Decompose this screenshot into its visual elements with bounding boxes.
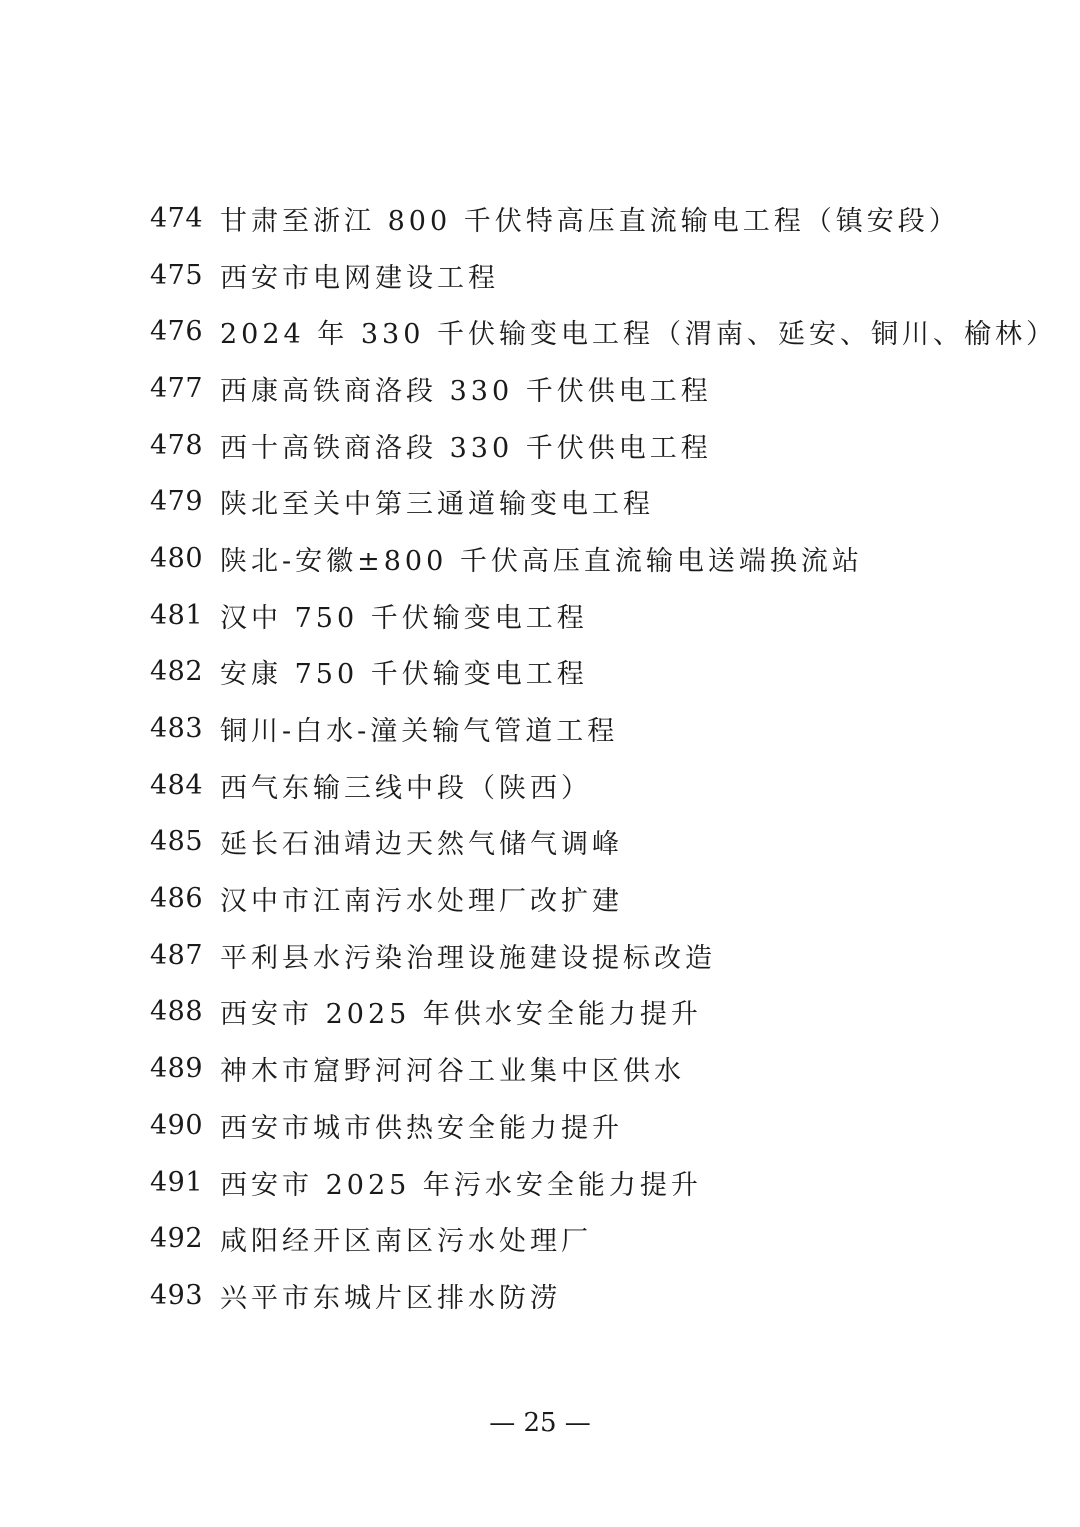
item-text: 西康高铁商洛段 330 千伏供电工程	[220, 375, 712, 407]
item-number: 481	[150, 599, 204, 631]
list-item	[150, 870, 1030, 927]
page-number: — 25 —	[489, 1408, 591, 1438]
list-item	[150, 417, 1030, 474]
list-item	[150, 473, 1030, 530]
list-item	[150, 360, 1030, 417]
item-text: 铜川-白水-潼关输气管道工程	[220, 716, 619, 748]
item-number: 485	[150, 826, 204, 858]
item-text: 西安市电网建设工程	[220, 262, 499, 294]
item-number: 477	[150, 372, 204, 404]
item-text: 西气东输三线中段（陕西）	[220, 772, 592, 804]
item-text: 兴平市东城片区排水防涝	[220, 1282, 561, 1314]
list-item	[150, 814, 1030, 871]
list-item	[150, 1210, 1030, 1267]
item-number: 488	[150, 996, 204, 1028]
item-text: 安康 750 千伏输变电工程	[220, 659, 588, 691]
item-number: 478	[150, 429, 204, 461]
item-text: 西安市 2025 年供水安全能力提升	[220, 999, 702, 1031]
list-item	[150, 700, 1030, 757]
item-text: 西安市城市供热安全能力提升	[220, 1112, 623, 1144]
list-item	[150, 1267, 1030, 1324]
item-number: 492	[150, 1223, 204, 1255]
item-number: 491	[150, 1166, 204, 1198]
item-number: 489	[150, 1053, 204, 1085]
list-item	[150, 530, 1030, 587]
item-text: 神木市窟野河河谷工业集中区供水	[220, 1056, 685, 1088]
item-text: 西安市 2025 年污水安全能力提升	[220, 1169, 702, 1201]
item-number: 493	[150, 1279, 204, 1311]
list-item	[150, 984, 1030, 1041]
item-number: 482	[150, 656, 204, 688]
item-text: 西十高铁商洛段 330 千伏供电工程	[220, 432, 712, 464]
item-text: 延长石油靖边天然气储气调峰	[220, 829, 623, 861]
item-number: 486	[150, 883, 204, 915]
item-text: 甘肃至浙江 800 千伏特高压直流输电工程（镇安段）	[220, 205, 960, 237]
item-number: 487	[150, 939, 204, 971]
list-item	[150, 757, 1030, 814]
list-item	[150, 587, 1030, 644]
item-number: 480	[150, 542, 204, 574]
item-text: 陕北-安徽±800 千伏高压直流输电送端换流站	[220, 545, 863, 577]
list-item	[150, 644, 1030, 701]
list-item	[150, 1040, 1030, 1097]
item-text: 陕北至关中第三通道输变电工程	[220, 489, 654, 521]
list-item	[150, 190, 1030, 247]
item-text: 汉中市江南污水处理厂改扩建	[220, 886, 623, 918]
item-text: 2024 年 330 千伏输变电工程（渭南、延安、铜川、榆林）	[220, 319, 1057, 351]
item-number: 483	[150, 713, 204, 745]
item-number: 476	[150, 316, 204, 348]
list-item	[150, 303, 1057, 360]
list-item	[150, 927, 1030, 984]
list-item	[150, 1154, 1030, 1211]
list-item	[150, 1097, 1030, 1154]
item-text: 汉中 750 千伏输变电工程	[220, 602, 588, 634]
item-text: 咸阳经开区南区污水处理厂	[220, 1226, 592, 1258]
item-number: 474	[150, 202, 204, 234]
list-item	[150, 247, 1030, 304]
item-number: 490	[150, 1109, 204, 1141]
item-number: 484	[150, 769, 204, 801]
item-number: 479	[150, 486, 204, 518]
item-text: 平利县水污染治理设施建设提标改造	[220, 942, 716, 974]
item-number: 475	[150, 259, 204, 291]
project-list	[150, 190, 1057, 1324]
